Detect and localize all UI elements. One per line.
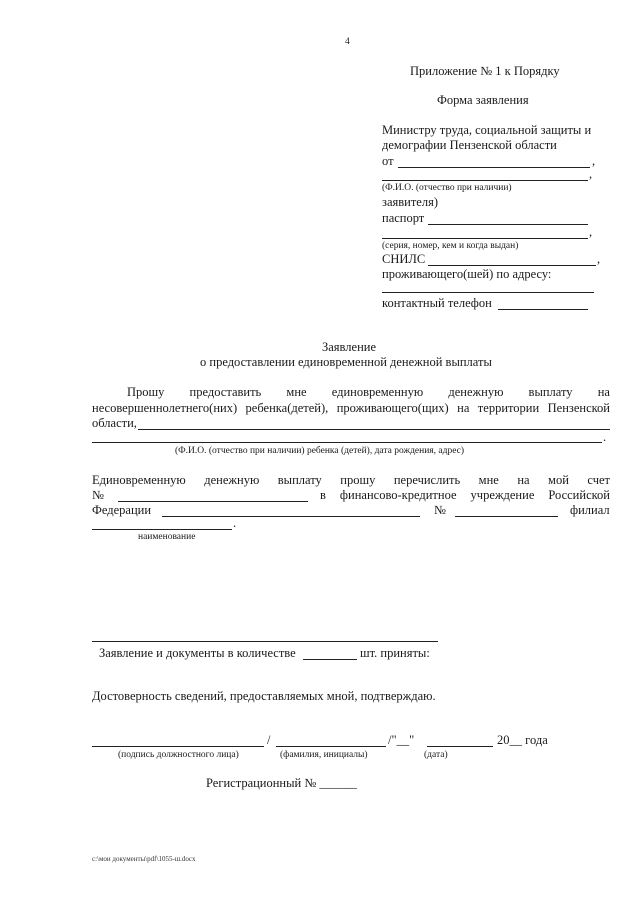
institution-number-line[interactable]	[455, 516, 558, 517]
payment-word: выплату	[277, 473, 322, 487]
from-field-line[interactable]	[398, 167, 590, 168]
docs-count-field-line[interactable]	[303, 659, 357, 660]
registration-number: Регистрационный № ______	[206, 776, 357, 790]
addressee-line2: демографии Пензенской области	[382, 138, 557, 152]
child-field-period: .	[603, 430, 607, 444]
passport-hint: (серия, номер, кем и когда выдан)	[382, 241, 519, 251]
passport-comma: ,	[589, 225, 593, 239]
footer-file-path: c:\мои документы\pdf\1055-ш.docx	[92, 855, 196, 863]
payment-word: перечислить	[393, 473, 461, 487]
address-field-line[interactable]	[382, 292, 594, 293]
child-field-line2[interactable]	[92, 442, 602, 443]
payment-word: денежную	[204, 473, 260, 487]
passport-field-line[interactable]	[428, 224, 588, 225]
signature-date-prefix: /"__"	[388, 733, 415, 747]
snils-field-line[interactable]	[428, 265, 596, 266]
from-comma2: ,	[589, 167, 593, 181]
snils-label: СНИЛС	[382, 252, 426, 266]
request-word: на	[597, 385, 610, 399]
request-word: денежную	[448, 385, 504, 399]
payment-word: Единовременную	[92, 473, 186, 487]
date-month-line[interactable]	[427, 746, 493, 747]
page-number: 4	[345, 37, 350, 47]
residing-label: проживающего(шей) по адресу:	[382, 267, 552, 281]
surname-initials-line[interactable]	[276, 746, 386, 747]
request-word: Прошу	[127, 385, 165, 399]
appendix-reference: Приложение № 1 к Порядку	[410, 64, 560, 78]
payment-word: счет	[587, 473, 610, 487]
statement-title: Заявление	[322, 340, 377, 354]
from-comma: ,	[592, 154, 596, 168]
child-field-line[interactable]	[138, 429, 610, 430]
name-hint: наименование	[138, 532, 196, 542]
payment-word: мой	[548, 473, 569, 487]
from-label: от	[382, 154, 394, 168]
payment-word: на	[517, 473, 530, 487]
request-word: предоставить	[189, 385, 262, 399]
addressee-line1: Министру труда, социальной защиты и	[382, 123, 592, 137]
child-hint: (Ф.И.О. (отчество при наличии) ребенка (детей), дата рождения, адрес)	[175, 446, 465, 456]
account-no-label: №	[92, 488, 104, 502]
fio-hint2: заявителя)	[382, 195, 438, 209]
phone-label: контактный телефон	[382, 296, 492, 310]
passport-label: паспорт	[382, 211, 425, 225]
account-field-line[interactable]	[118, 501, 308, 502]
request-line3-prefix: области,	[92, 416, 137, 430]
phone-field-line[interactable]	[498, 309, 588, 310]
statement-subject: о предоставлении единовременной денежной выплаты	[200, 355, 492, 369]
confirmation-text: Достоверность сведений, предоставляемых мной, подтверждаю.	[92, 689, 436, 703]
form-title: Форма заявления	[437, 93, 529, 107]
payment-word: прошу	[340, 473, 376, 487]
from-field-line2[interactable]	[382, 180, 588, 181]
date-hint: (дата)	[424, 750, 448, 760]
request-word: выплату	[528, 385, 573, 399]
request-word: единовременную	[331, 385, 424, 399]
payment-line1	[92, 473, 610, 488]
branch-field-line[interactable]	[92, 529, 232, 530]
docs-count-prefix: Заявление и документы в количестве	[99, 646, 296, 660]
federation-label: Федерации	[92, 503, 152, 517]
institution-no-label: №	[434, 503, 446, 517]
docs-count-suffix: шт. приняты:	[360, 646, 430, 660]
payment-word: мне	[478, 473, 499, 487]
branch-label: филиал	[570, 503, 610, 517]
official-signature-hint: (подпись должностного лица)	[118, 750, 239, 760]
year-label: 20__ года	[497, 733, 548, 747]
signature-slash1: /	[267, 733, 271, 747]
fio-hint: (Ф.И.О. (отчество при наличии)	[382, 183, 512, 193]
to-institution-text: в финансово-кредитное учреждение Российской	[320, 488, 610, 502]
surname-initials-hint: (фамилия, инициалы)	[280, 750, 368, 760]
snils-comma: ,	[597, 252, 601, 266]
branch-period: .	[233, 516, 237, 530]
request-line2: несовершеннолетнего(них) ребенка(детей), проживающего(щих) на территории Пензенской	[92, 401, 610, 415]
institution-field-line[interactable]	[162, 516, 420, 517]
passport-field-line2[interactable]	[382, 238, 588, 239]
official-signature-line[interactable]	[92, 746, 264, 747]
acceptance-separator-line	[92, 641, 438, 642]
request-line1	[127, 385, 610, 400]
request-word: мне	[286, 385, 307, 399]
